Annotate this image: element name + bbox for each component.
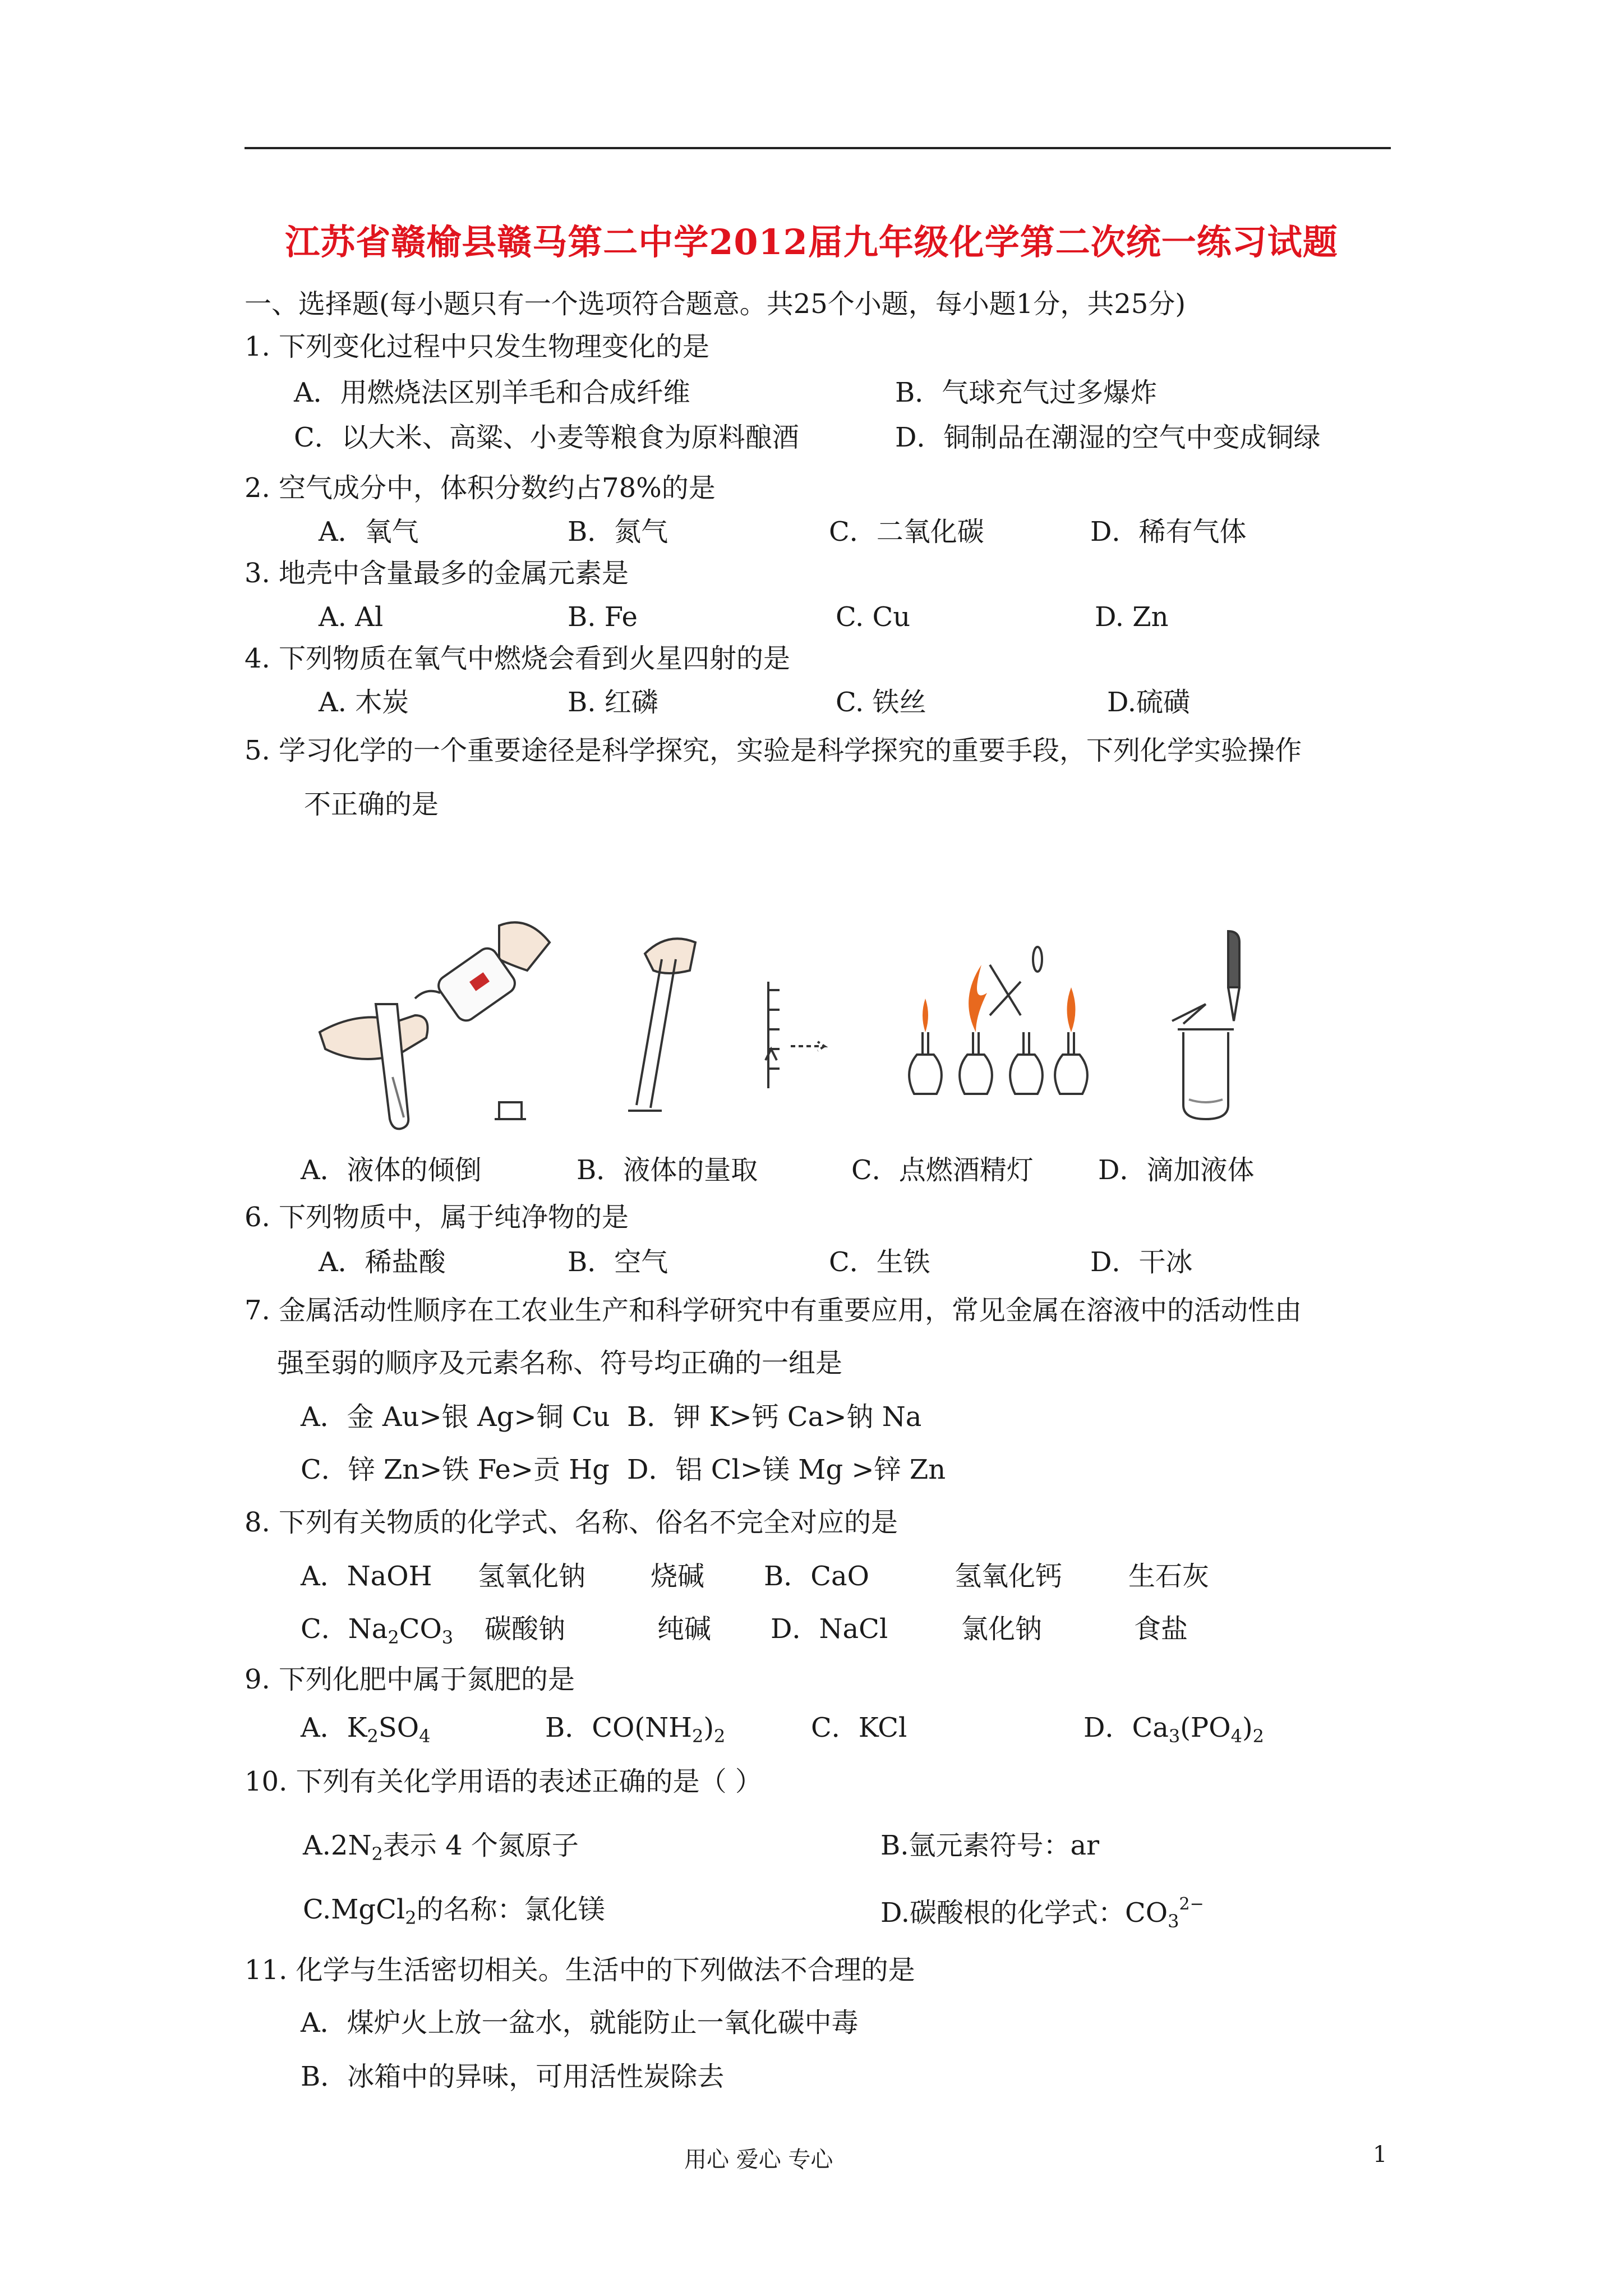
q7-option-b: B．钾 K>钙 Ca>钠 Na (627, 1401, 922, 1433)
q8-b-formula: B．CaO (764, 1561, 869, 1592)
q9-option-d: D．$Ca_3(PO_4)_2$ (1083, 1712, 1265, 1747)
q1-option-c: C．以大米、高粱、小麦等粮食为原料酿酒 (294, 422, 799, 453)
q2-option-d: D．稀有气体 (1090, 516, 1247, 547)
q5-option-a: A．液体的倾倒 (301, 1154, 482, 1186)
liquid-measuring-illustration (623, 920, 858, 1122)
q10-option-c: C.MgCl$_2$的名称：氯化镁 (303, 1894, 605, 1929)
question-3: 3. 地壳中含量最多的金属元素是 (245, 558, 629, 589)
q2-option-b: B．氮气 (568, 516, 668, 547)
footer-motto: 用心 爱心 专心 (684, 2147, 833, 2173)
question-9: 9. 下列化肥中属于氮肥的是 (245, 1664, 575, 1695)
q10-option-a: $A.2N_2$表示 4 个氮原子 (303, 1830, 579, 1865)
header-rule (245, 147, 1391, 149)
q5-option-b: B．液体的量取 (577, 1154, 758, 1186)
q8-c-name: 碳酸钠 (485, 1613, 566, 1645)
q6-option-d: D．干冰 (1090, 1246, 1193, 1278)
q5-option-d: D．滴加液体 (1098, 1154, 1255, 1186)
question-7: 7. 金属活动性顺序在工农业生产和科学研究中有重要应用，常见金属在溶液中的活动性由 (245, 1295, 1302, 1326)
q4-option-a: A. 木炭 (319, 687, 409, 718)
q3-option-c: C. Cu (836, 601, 911, 633)
q3-option-a: A. Al (319, 601, 384, 633)
question-5: 5. 学习化学的一个重要途径是科学探究，实验是科学探究的重要手段，下列化学实验操作 (245, 735, 1302, 766)
q9-option-c: C．KCl (811, 1712, 907, 1743)
q1-option-b: B．气球充气过多爆炸 (895, 377, 1158, 408)
question-10: 10. 下列有关化学用语的表述正确的是（ ） (245, 1766, 762, 1797)
q8-a-common: 烧碱 (651, 1561, 705, 1592)
q8-d-name: 氯化钠 (961, 1613, 1043, 1645)
question-5-cont: 不正确的是 (304, 789, 439, 820)
liquid-pouring-illustration (314, 909, 561, 1144)
q2-option-a: A．氧气 (319, 516, 419, 547)
q4-option-c: C. 铁丝 (836, 687, 926, 718)
dropper-tube-illustration (1150, 920, 1284, 1133)
section-heading: 一、选择题(每小题只有一个选项符合题意。共25个小题，每小题1分，共25分) (245, 288, 1186, 320)
q8-b-name: 氢氧化钙 (955, 1561, 1063, 1592)
q6-option-b: B．空气 (568, 1246, 668, 1278)
question-8: 8. 下列有关物质的化学式、名称、俗名不完全对应的是 (245, 1507, 898, 1538)
question-7-cont: 强至弱的顺序及元素名称、符号均正确的一组是 (277, 1347, 843, 1379)
q9-option-a: A．$K_2SO_4$ (301, 1712, 431, 1747)
q3-option-b: B. Fe (568, 601, 638, 633)
q4-option-d: D.硫磺 (1107, 687, 1191, 718)
question-4: 4. 下列物质在氧气中燃烧会看到火星四射的是 (245, 643, 791, 674)
q7-option-d: D．铝 Cl>镁 Mg >锌 Zn (627, 1454, 946, 1485)
page-title: 江苏省赣榆县赣马第二中学2012届九年级化学第二次统一练习试题 (285, 222, 1338, 263)
q9-option-b: B．$CO(NH_2)_2$ (545, 1712, 726, 1747)
q8-d-common: 食盐 (1134, 1613, 1188, 1645)
q8-d-formula: D．NaCl (771, 1613, 888, 1645)
q1-option-a: A．用燃烧法区别羊毛和合成纤维 (294, 377, 690, 408)
q11-option-b: B．冰箱中的异味，可用活性炭除去 (301, 2061, 725, 2092)
q3-option-d: D. Zn (1095, 601, 1169, 633)
page-number: 1 (1373, 2142, 1387, 2168)
q6-option-c: C．生铁 (829, 1246, 930, 1278)
q8-c-common: 纯碱 (657, 1613, 712, 1645)
question-2: 2. 空气成分中，体积分数约占78%的是 (245, 472, 716, 504)
alcohol-lamp-illustration (892, 931, 1127, 1122)
q1-option-d: D．铜制品在潮湿的空气中变成铜绿 (895, 422, 1321, 453)
q11-option-a: A．煤炉火上放一盆水，就能防止一氧化碳中毒 (301, 2007, 859, 2039)
question-11: 11. 化学与生活密切相关。生活中的下列做法不合理的是 (245, 1954, 915, 1986)
q8-a-formula: A．NaOH (301, 1561, 432, 1592)
question-1: 1. 下列变化过程中只发生物理变化的是 (245, 331, 710, 362)
q6-option-a: A．稀盐酸 (319, 1246, 446, 1278)
q7-option-c: C．锌 Zn>铁 Fe>贡 Hg (301, 1454, 610, 1485)
q10-option-d: D.碳酸根的化学式：$CO_3^{2-}$ (880, 1894, 1204, 1932)
q7-option-a: A．金 Au>银 Ag>铜 Cu (301, 1401, 610, 1433)
q8-b-common: 生石灰 (1128, 1561, 1210, 1592)
q4-option-b: B. 红磷 (568, 687, 658, 718)
q5-option-c: C．点燃酒精灯 (851, 1154, 1034, 1186)
q10-option-b: B.氩元素符号：ar (880, 1830, 1100, 1861)
q8-a-name: 氢氧化钠 (478, 1561, 586, 1592)
question-6: 6. 下列物质中，属于纯净物的是 (245, 1202, 629, 1233)
q2-option-c: C．二氧化碳 (829, 516, 984, 547)
q8-c-formula: C．$Na_2CO_3$ (301, 1613, 454, 1648)
